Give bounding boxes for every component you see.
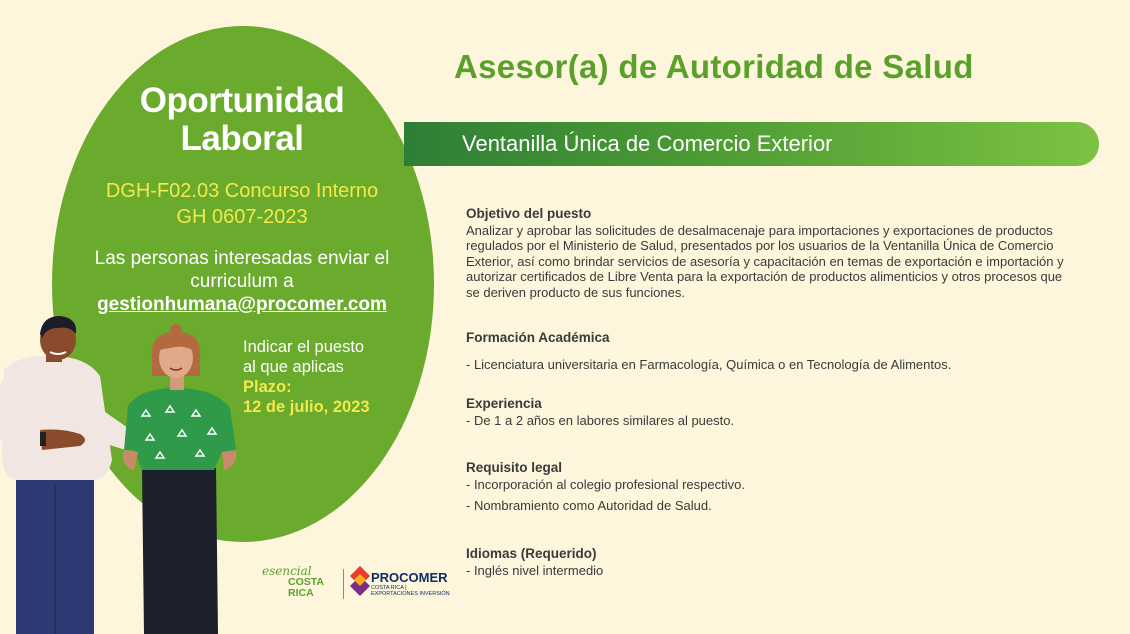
esencial-costa-rica-logo bbox=[262, 564, 338, 604]
people-illustration bbox=[0, 310, 260, 634]
experience-item: - De 1 a 2 años en labores similares al puesto. bbox=[466, 412, 735, 428]
section-experience bbox=[466, 396, 734, 428]
section-education bbox=[466, 330, 951, 372]
contact-text: Las personas interesadas enviar el curriculum a bbox=[94, 248, 390, 292]
instructions-block bbox=[243, 337, 413, 417]
objective-heading: Objetivo del puesto bbox=[466, 206, 592, 221]
section-legal bbox=[466, 460, 745, 514]
legal-item-2: - Nombramiento como Autoridad de Salud. bbox=[466, 498, 712, 513]
contact-block bbox=[70, 247, 414, 316]
costa-rica-wordmark bbox=[288, 577, 324, 599]
deadline-label: Plazo: bbox=[243, 378, 292, 396]
section-languages bbox=[466, 546, 603, 578]
indicate-line1: Indicar el puesto bbox=[243, 338, 365, 356]
headline-line2: Laboral bbox=[180, 119, 304, 158]
rica-text: RICA bbox=[288, 587, 314, 599]
legal-heading: Requisito legal bbox=[466, 460, 563, 475]
contest-id: GH 0607-2023 bbox=[176, 206, 308, 228]
contest-code: DGH-F02.03 Concurso Interno bbox=[105, 180, 379, 202]
languages-heading: Idiomas (Requerido) bbox=[466, 546, 597, 561]
experience-heading: Experiencia bbox=[466, 396, 542, 411]
procomer-sub-right: EXPORTACIONES INVERSIÓN bbox=[371, 591, 450, 597]
procomer-name: PROCOMER bbox=[371, 570, 448, 585]
department-name: Ventanilla Única de Comercio Exterior bbox=[462, 131, 833, 156]
costa-text: COSTA bbox=[288, 576, 324, 588]
indicate-line2: al que aplicas bbox=[243, 358, 344, 376]
logo-divider bbox=[343, 569, 344, 599]
email-link[interactable]: gestionhumana@procomer.com bbox=[97, 294, 387, 315]
languages-item: - Inglés nivel intermedio bbox=[466, 562, 604, 578]
job-title: Asesor(a) de Autoridad de Salud bbox=[454, 48, 974, 85]
legal-item-1: - Incorporación al colegio profesional respectivo. bbox=[466, 476, 745, 492]
contest-info bbox=[72, 178, 412, 230]
man-figure bbox=[0, 316, 128, 634]
education-item: - Licenciatura universitaria en Farmacología, Química o en Tecnología de Alimentos. bbox=[466, 356, 952, 372]
woman-figure bbox=[123, 324, 236, 634]
section-objective bbox=[466, 206, 1076, 300]
objective-text: Analizar y aprobar las solicitudes de desalmacenaje para importaciones y exportaciones de productos regulados por el Ministerio de Salud, presentados por los usuarios de la Ventanilla Única de Comercio Exterior, así como brindar servicios de asesoría y capacitación en temas de exportación e importación y autorizar certificados de Libre Venta para la exportación de productos alimenticios y otros procesos que se deriven producto de sus funciones. bbox=[466, 222, 1064, 300]
procomer-logo bbox=[350, 564, 450, 604]
esencial-script: esencial bbox=[262, 564, 312, 578]
deadline-date: 12 de julio, 2023 bbox=[243, 398, 370, 416]
poster-headline bbox=[82, 82, 402, 158]
procomer-sub-left: COSTA RICA bbox=[371, 585, 404, 591]
department-band bbox=[404, 122, 1099, 166]
education-heading: Formación Académica bbox=[466, 330, 610, 345]
procomer-subtitle: COSTA RICA | EXPORTACIONES INVERSIÓN bbox=[371, 585, 450, 597]
procomer-mark-icon bbox=[350, 566, 370, 596]
headline-line1: Oportunidad bbox=[139, 81, 345, 120]
